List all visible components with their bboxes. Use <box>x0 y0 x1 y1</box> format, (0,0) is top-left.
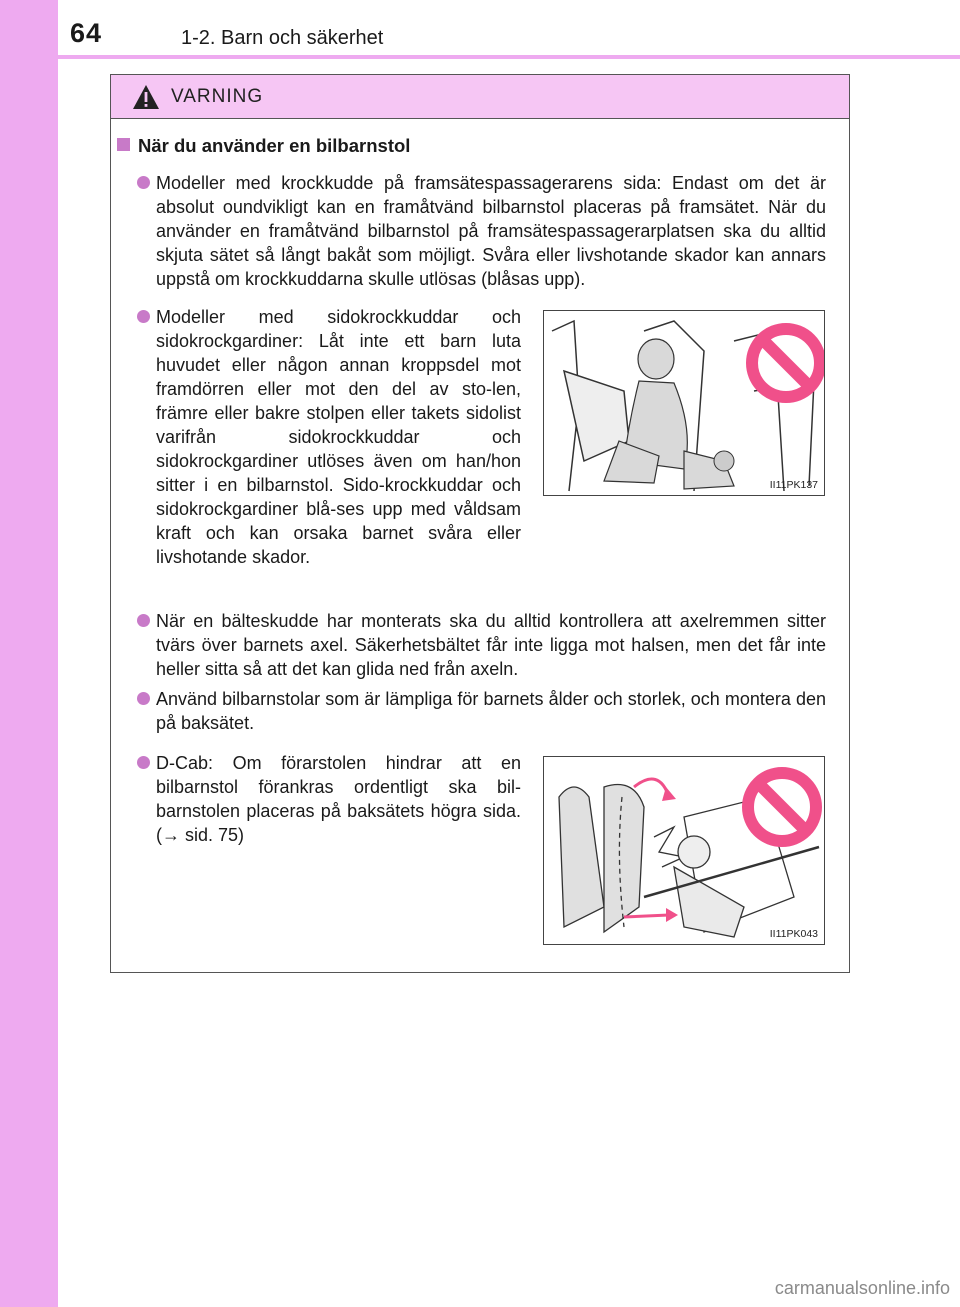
warning-triangle-icon <box>131 83 161 111</box>
square-bullet-icon <box>117 138 130 151</box>
warning-bullet-text: När en bälteskudde har monterats ska du alltid kontrollera att axelremmen sitter tvärs över barnets axel. Säkerhetsbältet får inte ligga mot halsen, men det får inte heller sitta så att det kan glida ned från axeln. <box>156 611 826 679</box>
bullet-dot-icon <box>137 756 150 769</box>
watermark: carmanualsonline.info <box>774 1278 950 1298</box>
illustration-code: II11PK043 <box>769 928 818 940</box>
warning-subheading <box>117 135 410 157</box>
illustration-code: II11PK137 <box>769 479 818 491</box>
warning-bullet <box>156 305 521 569</box>
warning-bullet-text: D-Cab: Om förarstolen hindrar att en bilbarnstol förankras ordentligt ska bil-barnstolen placeras på baksätets högra sida. (→ sid. 75) <box>156 753 521 845</box>
header-rule <box>58 55 960 59</box>
warning-box <box>110 74 850 973</box>
section-title: 1-2. Barn och säkerhet <box>181 27 384 49</box>
side-airbag-illustration <box>543 310 825 496</box>
dcab-seat-illustration <box>543 756 825 945</box>
child-seat-door-drawing <box>544 311 824 495</box>
warning-header <box>111 75 849 119</box>
warning-bullet <box>156 171 826 291</box>
page-number: 64 <box>70 18 103 48</box>
rear-child-seat-drawing <box>544 757 824 944</box>
bullet-dot-icon <box>137 614 150 627</box>
warning-bullet-text: Modeller med krockkudde på framsätespassagerarens sida: Endast om det är absolut oundvikligt kan en framåtvänd bilbarnstol placeras på framsätet. När du använder en framåtvänd bilbarnstol på framsätespassagerarplatsen ska du alltid skjuta sätet så långt bakåt som möjligt. Svåra eller livshotande skador kan annars uppstå om krockkuddarna skulle utlösas (blåsas upp). <box>156 173 826 289</box>
prohibition-icon <box>748 773 816 841</box>
warning-label: VARNING <box>171 86 264 107</box>
warning-bullet <box>156 751 521 847</box>
warning-bullet <box>156 609 826 681</box>
bullet-dot-icon <box>137 692 150 705</box>
warning-bullet-text: Använd bilbarnstolar som är lämpliga för barnets ålder och storlek, och montera den på baksätet. <box>156 689 826 733</box>
warning-bullet <box>156 687 826 735</box>
page-sidebar-band <box>0 0 58 1307</box>
warning-subheading-text: När du använder en bilbarnstol <box>138 135 411 156</box>
bullet-dot-icon <box>137 176 150 189</box>
prohibition-icon <box>752 329 820 397</box>
bullet-dot-icon <box>137 310 150 323</box>
warning-bullet-text: Modeller med sidokrockkuddar och sidokrockgardiner: Låt inte ett barn luta huvudet eller någon annan kroppsdel mot framdörren eller mot den del av sto-len, främre eller bakre stolpen eller takets sidolist varifrån sidokrockkuddar och sidokrockgardiner utlöses även om han/hon sitter i en bilbarnstol. Sido-krockkuddar och sidokrockgardiner blå-ses upp med våldsam kraft och kan orsaka barnet svåra eller livshotande skador. <box>156 307 521 567</box>
